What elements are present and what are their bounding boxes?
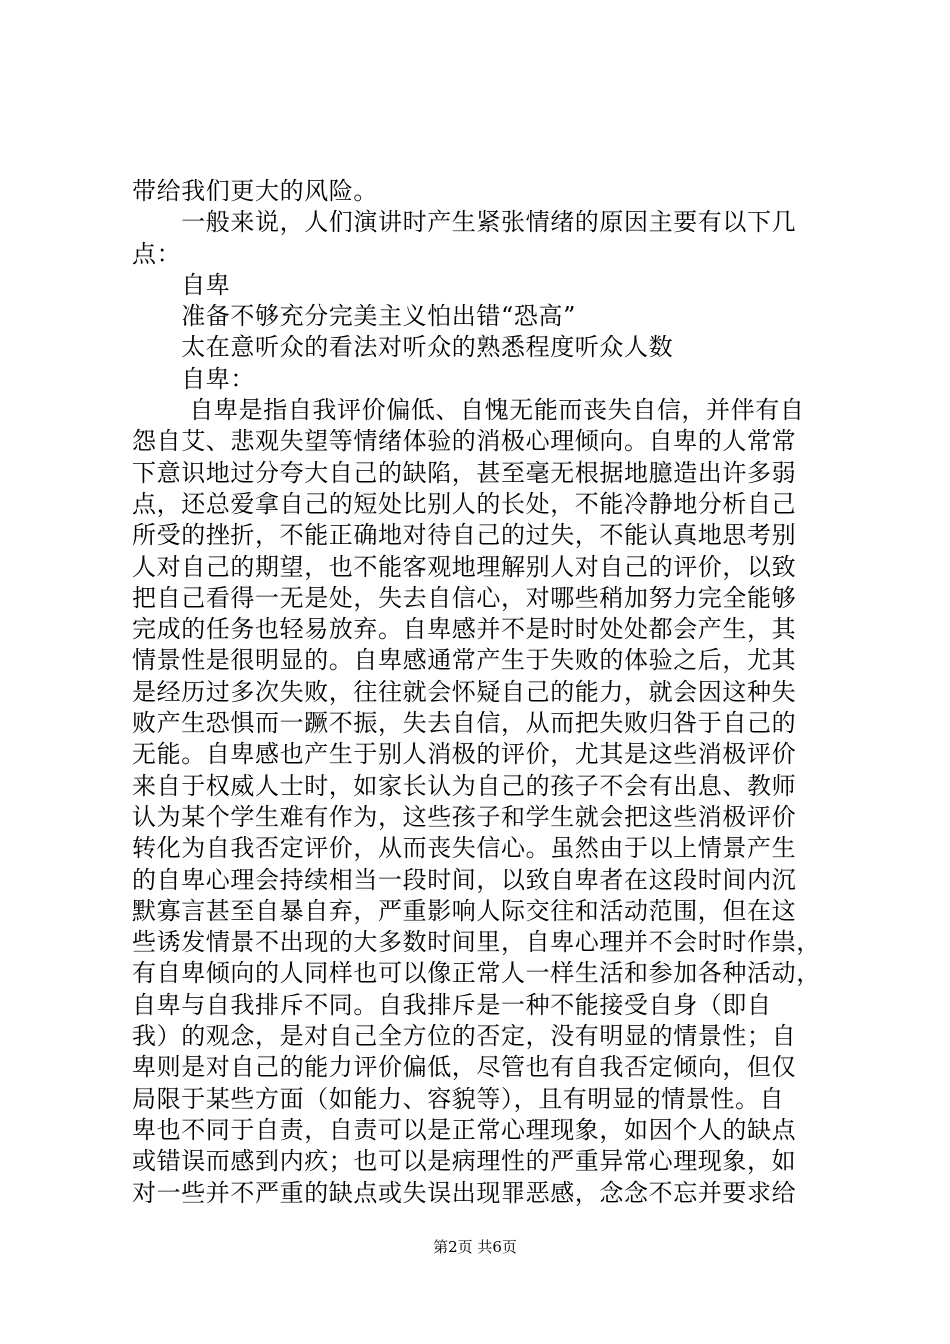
text-line: 无能。自卑感也产生于别人消极的评价，尤其是这些消极评价	[132, 740, 797, 769]
text-line: 的自卑心理会持续相当一段时间，以致自卑者在这段时间内沉	[132, 865, 797, 894]
text-line: 默寡言甚至自暴自弃，严重影响人际交往和活动范围，但在这	[132, 896, 797, 925]
body-text	[132, 176, 832, 1209]
text-line: 卑则是对自己的能力评价偏低，尽管也有自我否定倾向，但仅	[132, 1053, 797, 1082]
text-line: 对一些并不严重的缺点或失误出现罪恶感，念念不忘并要求给	[132, 1178, 797, 1207]
text-line: 点：	[132, 239, 182, 268]
text-line: 卑也不同于自责，自责可以是正常心理现象，如因个人的缺点	[132, 1115, 797, 1144]
text-line: 完成的任务也轻易放弃。自卑感并不是时时处处都会产生，其	[132, 615, 797, 644]
text-line: 下意识地过分夸大自己的缺陷，甚至毫无根据地臆造出许多弱	[132, 458, 797, 487]
text-line: 转化为自我否定评价，从而丧失信心。虽然由于以上情景产生	[132, 834, 797, 863]
page-number: 第2页 共6页	[433, 1238, 517, 1256]
text-line: 认为某个学生难有作为，这些孩子和学生就会把这些消极评价	[132, 802, 797, 831]
text-line: 败产生恐惧而一蹶不振，失去自信，从而把失败归咎于自己的	[132, 709, 797, 738]
text-line: 自卑	[132, 270, 231, 299]
text-line: 带给我们更大的风险。	[132, 177, 378, 205]
text-line: 自卑：	[132, 364, 255, 393]
text-line: 自卑与自我排斥不同。自我排斥是一种不能接受自身（即自	[132, 990, 772, 1019]
text-line: 情景性是很明显的。自卑感通常产生于失败的体验之后，尤其	[132, 646, 797, 675]
text-line: 怨自艾、悲观失望等情绪体验的消极心理倾向。自卑的人常常	[132, 427, 797, 456]
text-line: 点，还总爱拿自己的短处比别人的长处，不能冷静地分析自己	[132, 489, 797, 518]
text-line: 些诱发情景不出现的大多数时间里，自卑心理并不会时时作祟，	[132, 928, 821, 957]
text-line: 准备不够充分完美主义怕出错“恐高”	[132, 302, 576, 331]
text-line: 局限于某些方面（如能力、容貌等），且有明显的情景性。自	[132, 1084, 785, 1113]
text-line: 我）的观念，是对自己全方位的否定，没有明显的情景性；自	[132, 1022, 797, 1051]
text-line: 所受的挫折，不能正确地对待自己的过失，不能认真地思考别	[132, 521, 797, 550]
text-line: 自卑是指自我评价偏低、自愧无能而丧失自信，并伴有自	[132, 396, 805, 425]
text-line: 一般来说，人们演讲时产生紧张情绪的原因主要有以下几	[132, 208, 797, 237]
text-line: 是经历过多次失败，往往就会怀疑自己的能力，就会因这种失	[132, 677, 797, 706]
text-line: 或错误而感到内疚；也可以是病理性的严重异常心理现象，如	[132, 1147, 797, 1176]
text-line: 太在意听众的看法对听众的熟悉程度听众人数	[132, 333, 674, 362]
page-footer	[0, 1236, 950, 1258]
text-line: 有自卑倾向的人同样也可以像正常人一样生活和参加各种活动，	[132, 959, 821, 988]
text-line: 人对自己的期望，也不能客观地理解别人对自己的评价，以致	[132, 552, 797, 581]
text-line: 来自于权威人士时，如家长认为自己的孩子不会有出息、教师	[132, 771, 797, 800]
text-line: 把自己看得一无是处，失去自信心，对哪些稍加努力完全能够	[132, 583, 797, 612]
